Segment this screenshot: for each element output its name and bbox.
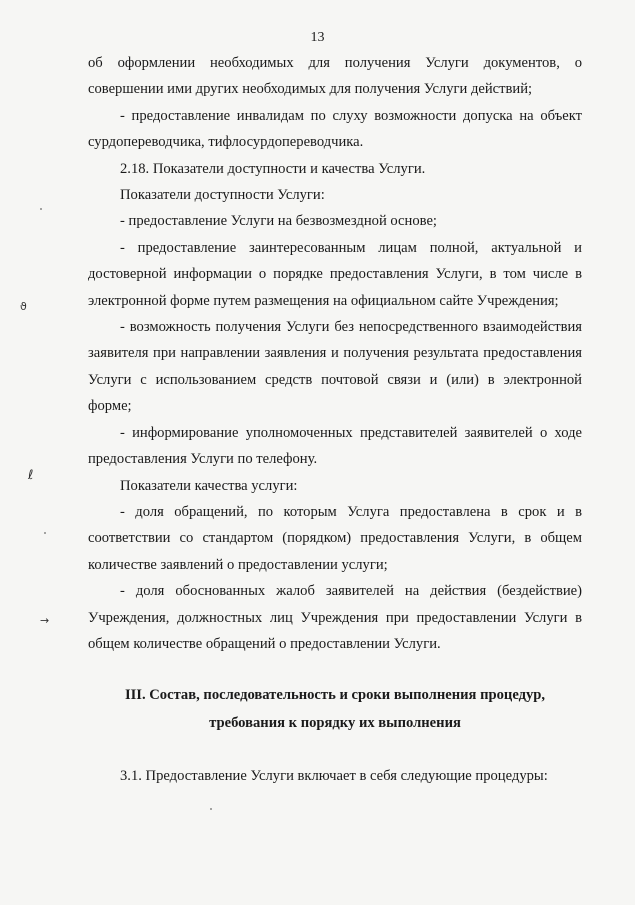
scan-mark: → (40, 614, 50, 627)
document-body (88, 50, 582, 790)
section-heading-line-2: требования к порядку их выполнения (209, 715, 461, 732)
scan-mark: ℓ (28, 468, 34, 483)
paragraph: - доля обращений, по которым Услуга предоставлена в срок и в соответствии со стандартом (порядком) предоставления Услуги, в общем количестве заявлений о предоставлении услуги; (88, 503, 582, 573)
paragraph: - информирование уполномоченных представителей заявителей о ходе предоставления Услуги по телефону. (88, 424, 582, 468)
section-heading-line-1: III. Состав, последовательность и сроки выполнения процедур, (124, 687, 546, 704)
page-number: 13 (310, 30, 325, 45)
scan-speck (40, 208, 42, 210)
paragraph: об оформлении необходимых для получения Услуги документов, о совершении ими других необходимых для получения Услуги действий; (88, 55, 582, 98)
paragraph: - предоставление инвалидам по слуху возможности допуска на объект сурдопереводчика, тифлосурдопереводчика. (88, 107, 582, 151)
paragraph: 2.18. Показатели доступности и качества Услуги. (120, 160, 426, 177)
paragraph: Показатели качества услуги: (120, 477, 298, 494)
scan-speck (210, 808, 212, 810)
scan-mark: ϑ (20, 300, 27, 313)
scan-speck (44, 532, 46, 534)
paragraph: - предоставление Услуги на безвозмездной основе; (120, 213, 437, 230)
paragraph: - возможность получения Услуги без непосредственного взаимодействия заявителя при направлении заявления и получения результата предоставления Услуги с использованием средств почтовой связи и (или) в электронной форме; (88, 319, 582, 415)
paragraph: 3.1. Предоставление Услуги включает в себя следующие процедуры: (120, 768, 548, 785)
paragraph: - доля обоснованных жалоб заявителей на действия (бездействие) Учреждения, должностных лиц Учреждения при предоставлении Услуги в общем количестве обращений о предоставлении Услуги. (88, 583, 582, 652)
paragraph: - предоставление заинтересованным лицам полной, актуальной и достоверной информации о порядке предоставления Услуги, в том числе в электронной форме путем размещения на официальном сайте Учреждения; (88, 239, 582, 309)
paragraph: Показатели доступности Услуги: (120, 187, 325, 204)
